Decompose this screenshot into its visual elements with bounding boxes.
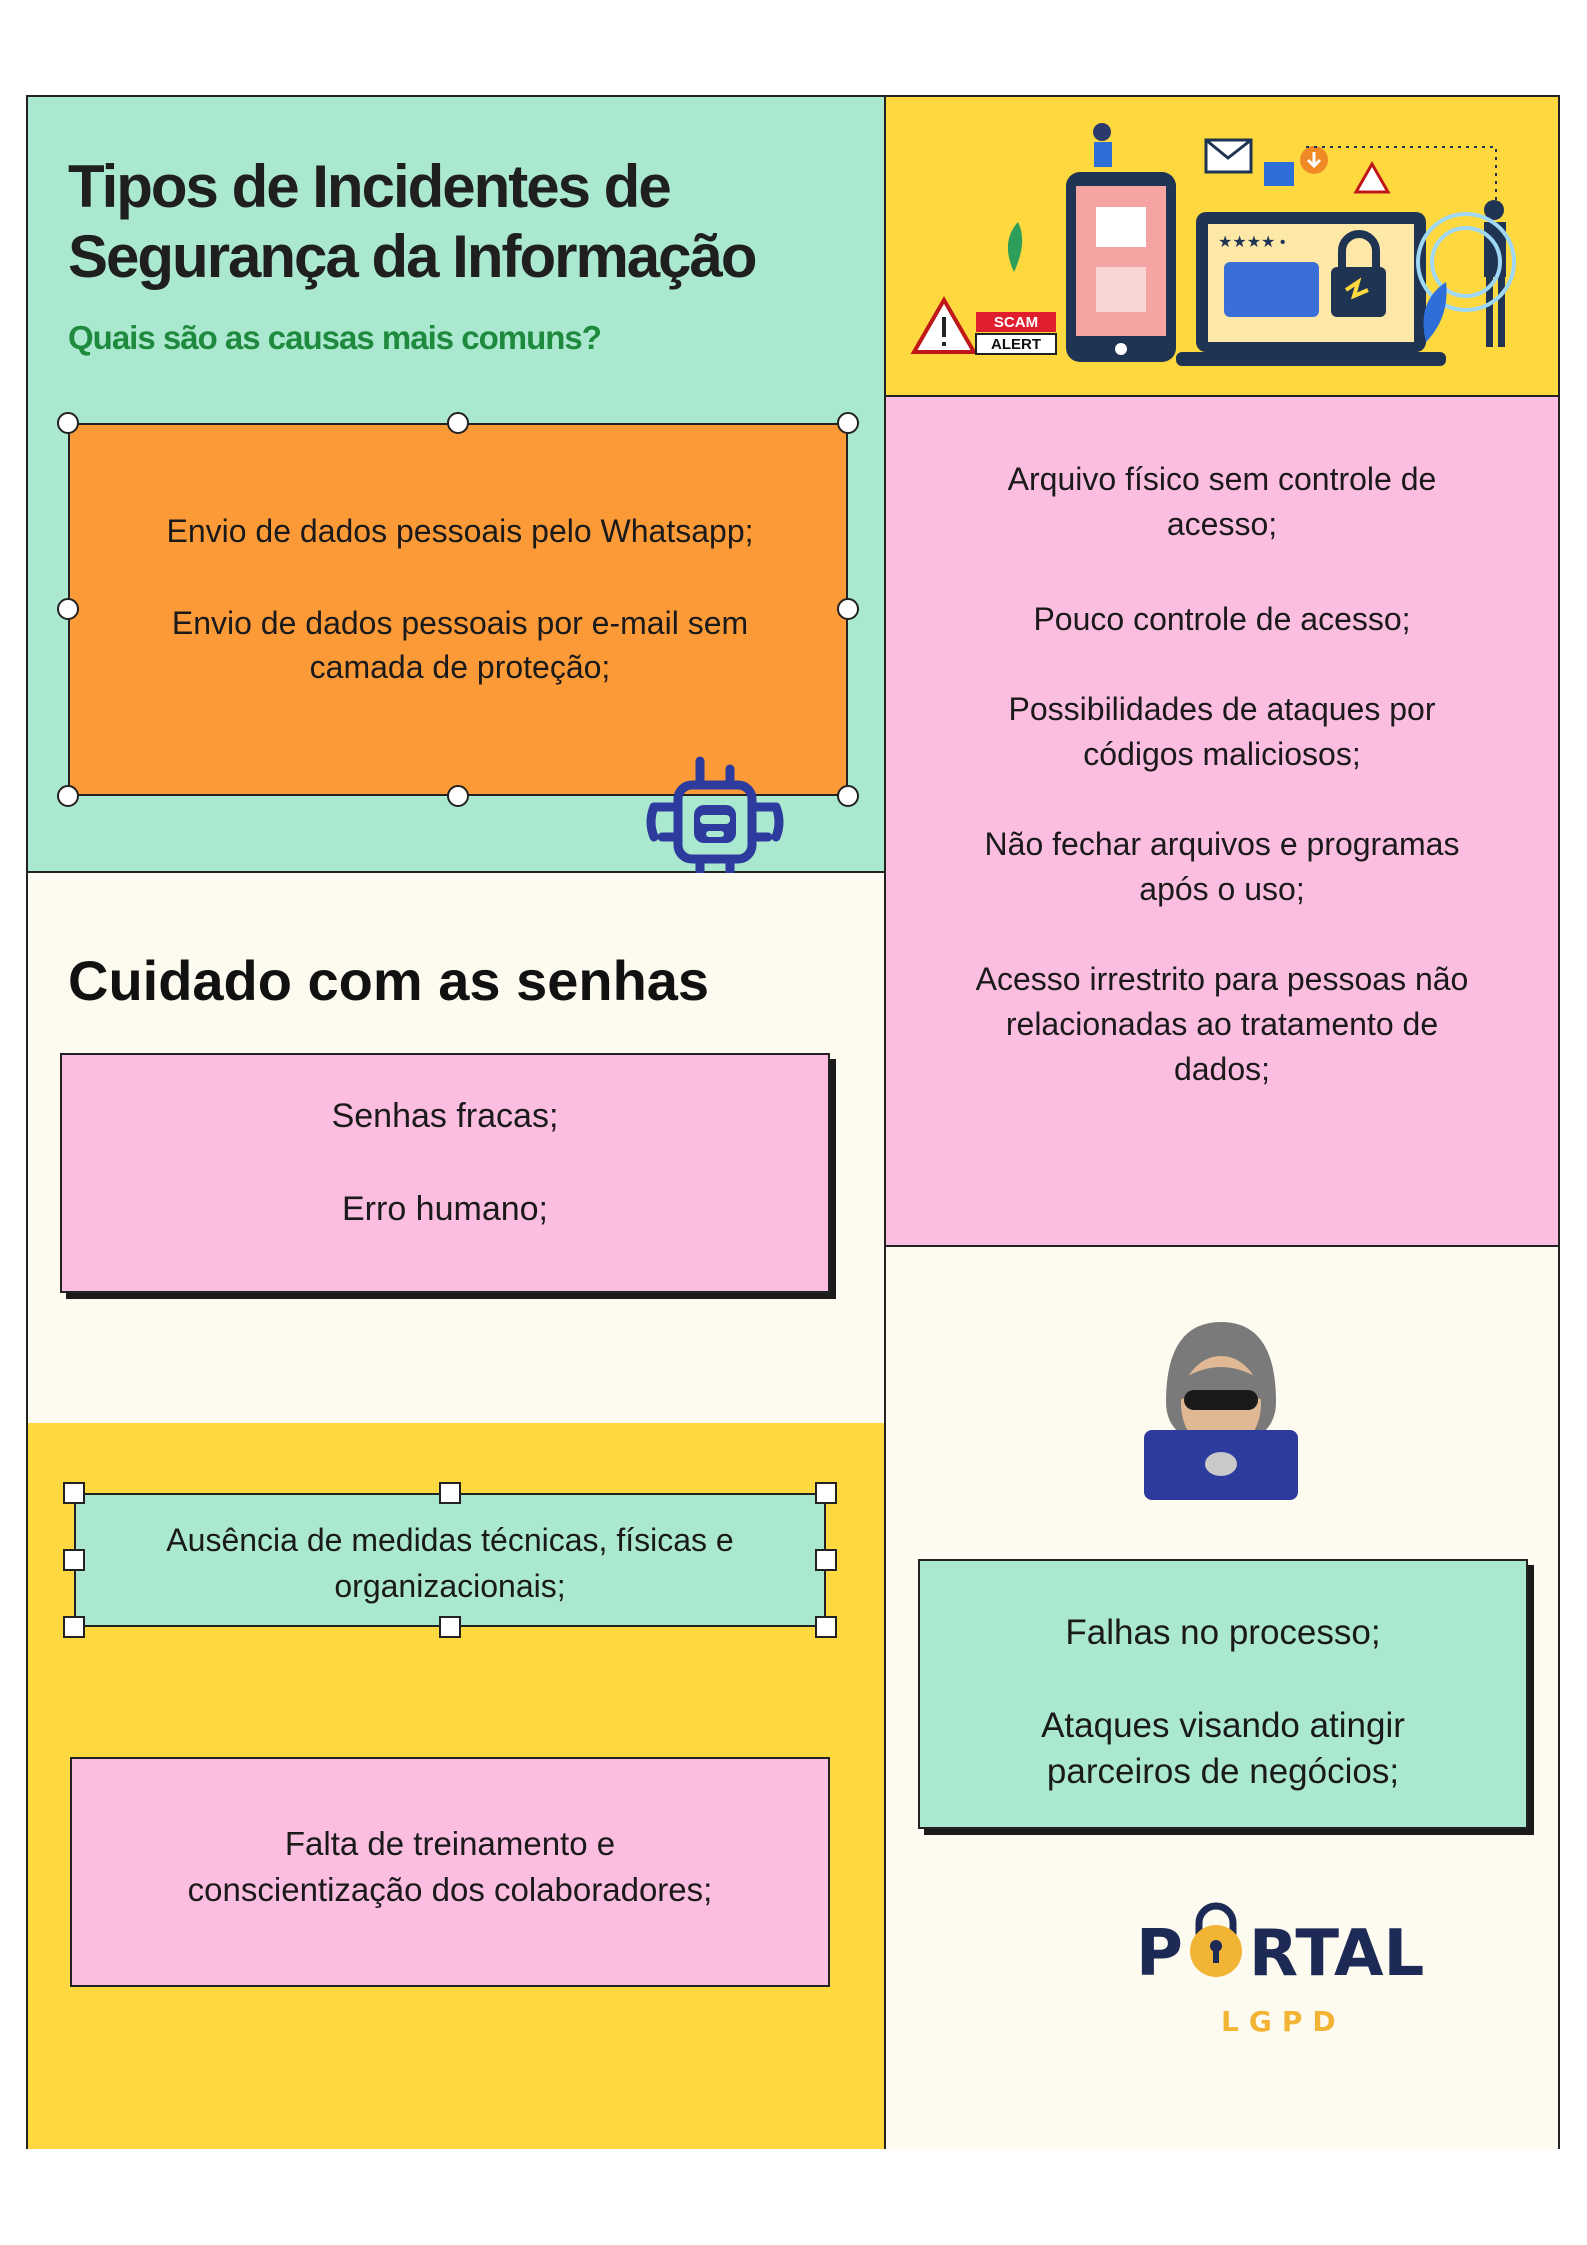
cause-malicious-code-line2: códigos maliciosos; (1083, 736, 1361, 772)
cause-unrestricted-access-line3: dados; (1173, 1051, 1271, 1087)
measures-handle-bm[interactable] (439, 1616, 461, 1638)
cause-access-control: Pouco controle de acesso; (1033, 601, 1411, 637)
training-box (70, 1757, 830, 1987)
selection-handle-bl[interactable] (57, 785, 79, 807)
causes-pink-panel (886, 397, 1558, 1247)
process-item-failures: Falhas no processo; (1065, 1613, 1381, 1652)
cause-not-closing-files (886, 822, 1558, 912)
cause-not-closing-files-line1: Não fechar arquivos e programas (984, 826, 1460, 862)
cause-unrestricted-access-line1: Acesso irrestrito para pessoas não (975, 961, 1469, 997)
measures-handle-br[interactable] (815, 1616, 837, 1638)
selection-handle-tr[interactable] (837, 412, 859, 434)
training-text (72, 1821, 828, 1913)
selection-handle-br[interactable] (837, 785, 859, 807)
password-item-weak: Senhas fracas; (331, 1097, 559, 1135)
cause-physical-file-line2: acesso; (1166, 506, 1278, 542)
password-item-human-error: Erro humano; (342, 1190, 548, 1228)
logo-subtitle: LGPD (1221, 2005, 1346, 2038)
svg-text:★★★★ •: ★★★★ • (1218, 234, 1286, 251)
measures-handle-tl[interactable] (63, 1482, 85, 1504)
selection-handle-tl[interactable] (57, 412, 79, 434)
measures-text-line1: Ausência de medidas técnicas, físicas e (166, 1522, 734, 1558)
logo-letter-p: P (1136, 1917, 1183, 1991)
illustration-panel (886, 97, 1558, 397)
alert-label: ALERT (991, 336, 1041, 353)
orange-causes-box (68, 423, 848, 796)
training-text-line2: conscientização dos colaboradores; (187, 1871, 713, 1908)
hacker-icon (1126, 1312, 1316, 1502)
logo-word (1136, 1917, 1424, 1997)
passwords-box (60, 1053, 830, 1293)
portal-lgpd-logo (1136, 1877, 1436, 2057)
infographic-frame (26, 95, 1560, 2149)
cause-malicious-code-line1: Possibilidades de ataques por (1008, 691, 1436, 727)
cause-unrestricted-access (886, 957, 1558, 1092)
intro-panel (28, 97, 886, 873)
measures-box (74, 1493, 826, 1627)
measures-panel (28, 1423, 886, 2149)
passwords-panel (28, 873, 886, 1423)
measures-handle-ml[interactable] (63, 1549, 85, 1571)
cause-physical-file (886, 457, 1558, 547)
cause-malicious-code (886, 687, 1558, 777)
orange-item-email-line2: camada de proteção; (309, 649, 611, 685)
measures-text (76, 1517, 824, 1609)
orange-item-whatsapp: Envio de dados pessoais pelo Whatsapp; (166, 513, 754, 549)
logo-letters-rtal: RTAL (1248, 1917, 1425, 1991)
selection-handle-tm[interactable] (447, 412, 469, 434)
passwords-heading: Cuidado com as senhas (68, 949, 710, 1012)
scam-label: SCAM (993, 314, 1039, 331)
selection-handle-bm[interactable] (447, 785, 469, 807)
process-panel (886, 1247, 1558, 2149)
measures-handle-tm[interactable] (439, 1482, 461, 1504)
training-text-line1: Falta de treinamento e (284, 1825, 616, 1862)
selection-handle-ml[interactable] (57, 598, 79, 620)
page-title-line2: Segurança da Informação (68, 223, 756, 290)
process-item-partner-attacks (920, 1703, 1526, 1795)
selection-handle-mr[interactable] (837, 598, 859, 620)
page-subtitle: Quais são as causas mais comuns? (68, 319, 601, 356)
lock-icon (1185, 1921, 1247, 1983)
process-item-partner-attacks-line2: parceiros de negócios; (1046, 1752, 1400, 1791)
process-box (918, 1559, 1528, 1829)
measures-handle-tr[interactable] (815, 1482, 837, 1504)
cause-physical-file-line1: Arquivo físico sem controle de (1007, 461, 1437, 497)
measures-handle-bl[interactable] (63, 1616, 85, 1638)
cause-not-closing-files-line2: após o uso; (1139, 871, 1305, 907)
orange-item-email (70, 601, 850, 689)
page-title (68, 152, 868, 292)
page-title-line1: Tipos de Incidentes de (68, 153, 670, 220)
cause-unrestricted-access-line2: relacionadas ao tratamento de (1005, 1006, 1439, 1042)
measures-text-line2: organizacionais; (334, 1568, 566, 1604)
orange-item-email-line1: Envio de dados pessoais por e-mail sem (171, 605, 749, 641)
measures-handle-mr[interactable] (815, 1549, 837, 1571)
process-item-partner-attacks-line1: Ataques visando atingir (1041, 1706, 1405, 1745)
